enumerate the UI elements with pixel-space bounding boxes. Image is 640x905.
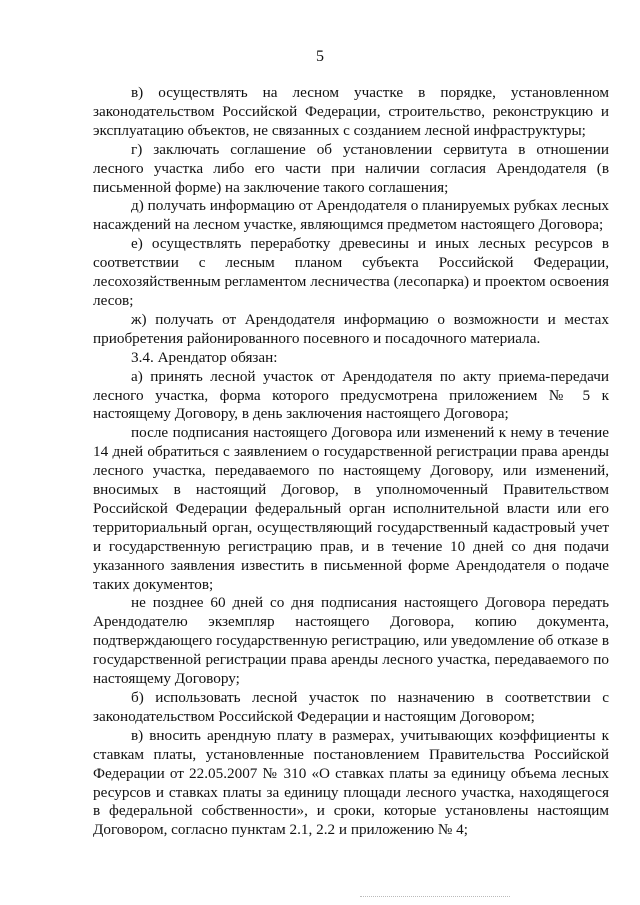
paragraph-3-3-e: е) осуществлять переработку древесины и иных лесных ресурсов в соответствии с лесным планом субъекта Российской Федерации, лесохозяйственным регламентом лесничества (лесопарка) и проектом освоения лесов; xyxy=(93,235,609,309)
paragraph-transfer-copy: не позднее 60 дней со дня подписания настоящего Договора передать Арендодателю экземпляр настоящего Договора, копию документа, подтверждающего государственную регистрацию, или уведомление об отказе в государственной регистрации права аренды лесного участка, передаваемого по настоящему Договору; xyxy=(93,594,609,688)
page-number: 5 xyxy=(316,48,324,65)
scan-artifact xyxy=(360,896,510,899)
paragraph-3-4-v: в) вносить арендную плату в размерах, учитывающих коэффициенты к ставкам платы, установленные постановлением Правительства Российской Федерации от 22.05.2007 № 310 «О ставках платы за единицу объема лесных ресурсов и ставках платы за единицу площади лесного участка, находящегося в федеральной собственности», и сроки, которые установлены настоящим Договором, согласно пунктам 2.1, 2.2 и приложению № 4; xyxy=(93,726,609,839)
paragraph-3-3-d: д) получать информацию от Арендодателя о планируемых рубках лесных насаждений на лесном участке, являющимся предметом настоящего Договора; xyxy=(93,197,609,234)
paragraph-3-3-v: в) осуществлять на лесном участке в порядке, установленном законодательством Российской Федерации, строительство, реконструкцию и эксплуатацию объектов, не связанных с созданием лесной инфраструктуры; xyxy=(93,84,609,139)
paragraph-3-4-b: б) использовать лесной участок по назначению в соответствии с законодательством Российской Федерации и настоящим Договором; xyxy=(93,689,609,725)
document-body xyxy=(93,84,609,840)
paragraph-registration: после подписания настоящего Договора или изменений к нему в течение 14 дней обратиться с заявлением о государственной регистрации права аренды лесного участка, передаваемого по настоящему Договору, или изменений, вносимых в настоящий Договор, в уполномоченный Правительством Российской Федерации федеральный орган исполнительной власти или его территориальный орган, осуществляющий государственный кадастровый учет и государственную регистрацию прав, и в течение 10 дней со дня подачи указанного заявления известить в письменной форме Арендодателя о подаче таких документов; xyxy=(93,424,609,593)
paragraph-3-3-zh: ж) получать от Арендодателя информацию о возможности и местах приобретения районированного посевного и посадочного материала. xyxy=(93,310,609,347)
paragraph-3-3-g: г) заключать соглашение об установлении сервитута в отношении лесного участка либо его части при наличии согласия Арендодателя (в письменной форме) на заключение такого соглашения; xyxy=(93,140,609,196)
section-heading-3-4: 3.4. Арендатор обязан: xyxy=(131,348,278,366)
paragraph-3-4-a: а) принять лесной участок от Арендодателя по акту приема-передачи лесного участка, форма которого предусмотрена приложением № 5 к настоящему Договору, в день заключения настоящего Договора; xyxy=(93,367,609,423)
